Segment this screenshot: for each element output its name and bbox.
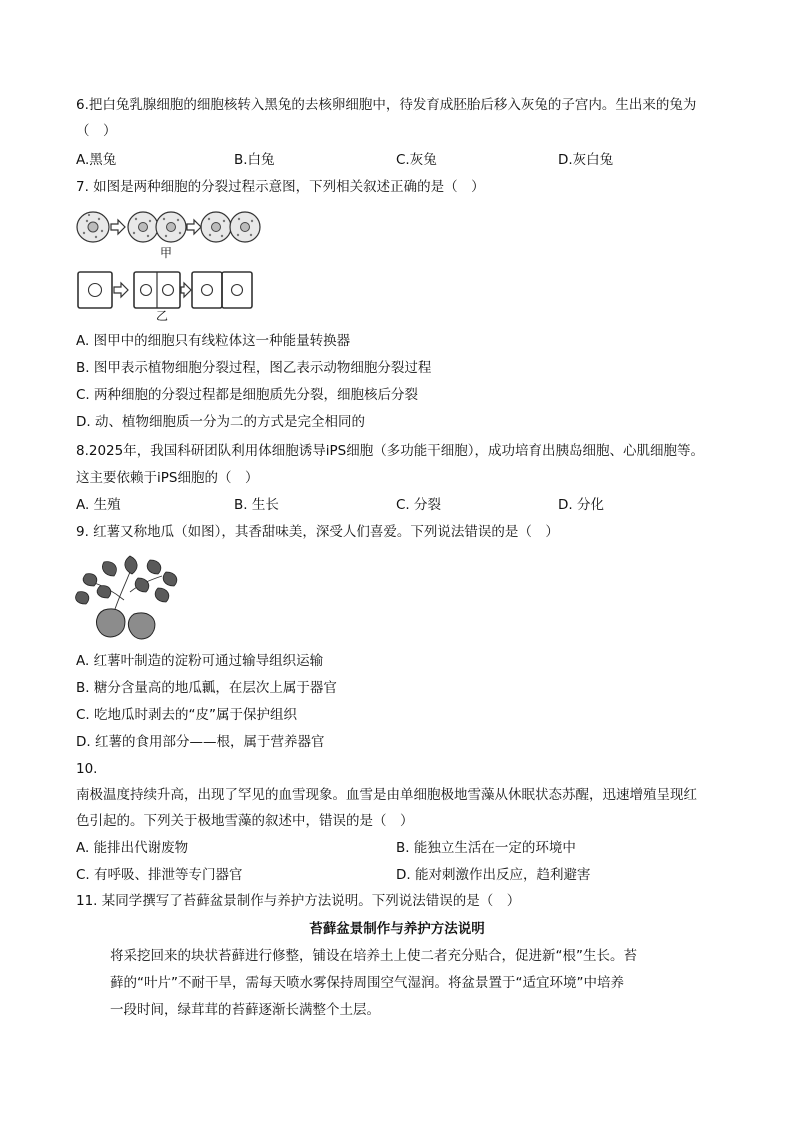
q7-option-b: B. 图甲表示植物细胞分裂过程，图乙表示动物细胞分裂过程 xyxy=(76,360,432,376)
q11-box-line1: 将采挖回来的块状苔藓进行修整，铺设在培养土上使二者充分贴合，促进新“根”生长。苔 xyxy=(110,948,637,964)
q11-box-title: 苔藓盆景制作与养护方法说明 xyxy=(309,921,485,937)
q10-number: 10. xyxy=(76,761,98,777)
q6-stem-line2: （ ） xyxy=(76,123,117,139)
q9-option-a: A. 红薯叶制造的淀粉可通过输导组织运输 xyxy=(76,653,324,669)
q9-option-d: D. 红薯的食用部分——根，属于营养器官 xyxy=(76,734,325,750)
figure-label-yi: 乙 xyxy=(156,309,169,323)
q8-option-d: D. 分化 xyxy=(558,497,604,513)
q8-option-b: B. 生长 xyxy=(234,497,279,513)
q11-box-line3: 一段时间，绿茸茸的苔藓逐渐长满整个土层。 xyxy=(110,1002,380,1018)
q6-option-d: D.灰白兔 xyxy=(558,152,614,168)
q10-options-row1 xyxy=(76,838,726,858)
q8-options xyxy=(76,495,726,515)
q6-option-a: A.黑兔 xyxy=(76,152,117,168)
q7-option-a: A. 图甲中的细胞只有线粒体这一种能量转换器 xyxy=(76,333,351,349)
q10-option-d: D. 能对刺激作出反应，趋利避害 xyxy=(396,867,591,883)
q6-stem-line1: 6.把白兔乳腺细胞的细胞核转入黑兔的去核卵细胞中，待发育成胚胎后移入灰兔的子宫内。生出来的兔为 xyxy=(76,97,697,113)
q10-option-b: B. 能独立生活在一定的环境中 xyxy=(396,840,576,856)
q10-stem-line1: 南极温度持续升高，出现了罕见的血雪现象。血雪是由单细胞极地雪藻从休眠状态苏醒，迅速增殖呈现红 xyxy=(76,787,697,803)
q10-option-a: A. 能排出代谢废物 xyxy=(76,840,189,856)
q9-option-c: C. 吃地瓜时剥去的“皮”属于保护组织 xyxy=(76,707,297,723)
figure-label-jia: 甲 xyxy=(160,246,173,260)
q8-stem-line1: 8.2025年，我国科研团队利用体细胞诱导iPS细胞（多功能干细胞），成功培育出胰岛细胞、心肌细胞等。 xyxy=(76,443,704,459)
q9-option-b: B. 糖分含量高的地瓜瓤，在层次上属于器官 xyxy=(76,680,337,696)
q6-option-b: B.白兔 xyxy=(234,152,275,168)
q8-option-c: C. 分裂 xyxy=(396,497,442,513)
q9-stem: 9. 红薯又称地瓜（如图），其香甜味美，深受人们喜爱。下列说法错误的是（ ） xyxy=(76,524,559,540)
q7-stem: 7. 如图是两种细胞的分裂过程示意图，下列相关叙述正确的是（ ） xyxy=(76,179,485,195)
q10-options-row2 xyxy=(76,865,726,885)
q7-option-d: D. 动、植物细胞质一分为二的方式是完全相同的 xyxy=(76,414,365,430)
q11-stem: 11. 某同学撰写了苔藓盆景制作与养护方法说明。下列说法错误的是（ ） xyxy=(76,893,521,909)
q10-stem-line2: 色引起的。下列关于极地雪藻的叙述中，错误的是（ ） xyxy=(76,813,414,829)
q7-option-c: C. 两种细胞的分裂过程都是细胞质先分裂，细胞核后分裂 xyxy=(76,387,419,403)
sweet-potato-figure xyxy=(74,552,188,644)
q6-options xyxy=(76,150,726,170)
q11-box-line2: 藓的“叶片”不耐干旱，需每天喷水雾保持周围空气湿润。将盆景置于“适宜环境”中培养 xyxy=(110,975,624,991)
q10-option-c: C. 有呼吸、排泄等专门器官 xyxy=(76,867,243,883)
q8-option-a: A. 生殖 xyxy=(76,497,121,513)
q6-option-c: C.灰兔 xyxy=(396,152,437,168)
q8-stem-line2: 这主要依赖于iPS细胞的（ ） xyxy=(76,470,259,486)
